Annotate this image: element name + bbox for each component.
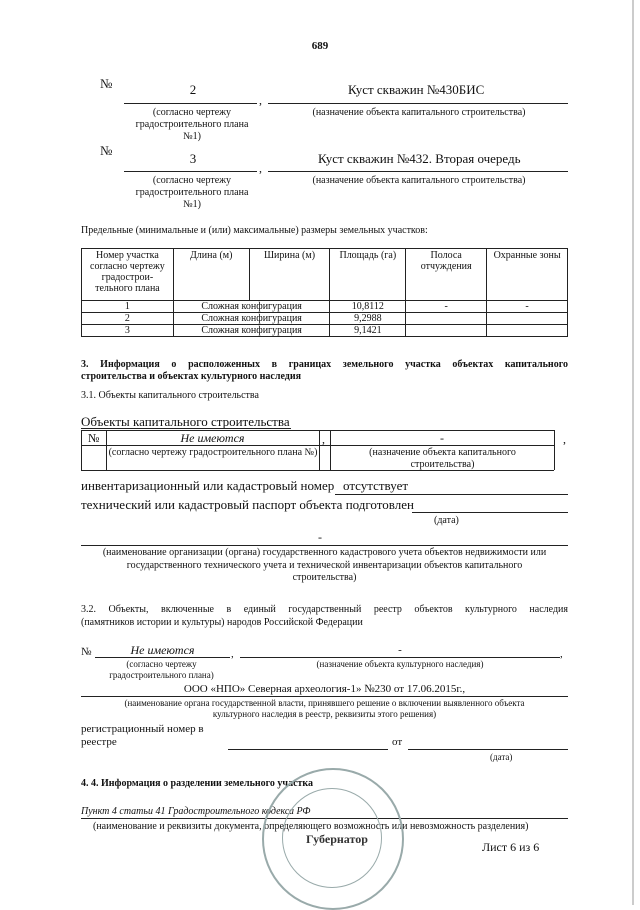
sheet-number: Лист 6 из 6 [482, 840, 540, 854]
reg-label-line1: регистрационный номер в [81, 723, 204, 735]
page-number: 689 [311, 40, 329, 52]
row-area: 10,8112 [330, 301, 406, 313]
row-area: 9,1421 [330, 325, 406, 337]
section32-title-line2: (памятников истории и культуры) народов Российской Федерации [81, 617, 363, 628]
table-row [82, 313, 568, 325]
header-number: Номер участка согласно чертежу градострои-тельного плана [82, 249, 174, 301]
entry2-number-line [124, 171, 257, 172]
entry1-caption-right: (назначение объекта капитального строительства) [312, 107, 526, 118]
row-strip: - [406, 301, 487, 313]
inventory-label: инвентаризационный или кадастровый номер [81, 478, 335, 493]
objects-dash-value: - [440, 431, 444, 445]
row-config: Сложная конфигурация [173, 313, 330, 325]
inventory-value: отсутствует [343, 478, 409, 493]
heritage-dash-value: - [398, 644, 402, 656]
sizes-table-header [82, 249, 568, 301]
entry2-no-label: № [100, 143, 113, 158]
entry1-purpose-line [268, 103, 568, 104]
entry2-caption-right: (назначение объекта капитального строительства) [312, 175, 526, 186]
passport-label: технический или кадастровый паспорт объекта подготовлен [81, 497, 414, 512]
header-strip: Полоса отчуждения [406, 249, 487, 301]
section4-title: 4. 4. Информация о разделении земельного участка [81, 778, 314, 789]
heritage-none-value: Не имеются [130, 643, 195, 657]
heritage-caption-right: (назначение объекта культурного наследия) [316, 659, 484, 669]
org-dash: - [318, 530, 322, 544]
objects-heading-underline [81, 428, 291, 429]
row-number: 2 [82, 313, 174, 325]
org-caption-line1: (наименование организации (органа) государственного кадастрового учета объектов недвижимости или [102, 547, 547, 558]
section3-title-line1: 3. Информация о расположенных в границах земельного участка объектах капитального [81, 359, 568, 370]
section31-title: 3.1. Объекты капитального строительства [81, 390, 259, 401]
org-caption-line2: государственного технического учета и технической инвентаризации объектов капитального [126, 560, 523, 571]
header-zones: Охранные зоны [487, 249, 568, 301]
reg-date-caption: (дата) [490, 752, 513, 762]
header-length: Длина (м) [173, 249, 249, 301]
sizes-heading: Предельные (минимальные и (или) максимальные) размеры земельных участков: [81, 225, 428, 236]
objects-caption-right: (назначение объекта капитального строительства) [369, 447, 516, 470]
entry2-number: 3 [189, 151, 197, 166]
objects-none-value: Не имеются [180, 431, 245, 445]
decision-caption-line1: (наименование органа государственной власти, принявшего решение о включении выявленного объекта [124, 698, 525, 708]
section4-doc-caption: (наименование и реквизиты документа, определяющего возможность или невозможность разделения) [93, 821, 529, 832]
objects-caption-left: (согласно чертежу градостроительного плана №) [108, 447, 318, 458]
entry1-number-line [124, 103, 257, 104]
objects-no-label: № [88, 431, 100, 445]
entry1-caption-left: (согласно чертежу градостроительного плана №1) [135, 107, 249, 142]
heritage-decision: ООО «НПО» Северная археология-1» №230 от 17.06.2015г., [183, 683, 466, 695]
scan-edge [632, 0, 634, 905]
heritage-no-label: № [81, 646, 92, 658]
section4-doc-ref: Пункт 4 статьи 41 Градостроительного кодекса РФ [81, 806, 311, 817]
row-number: 1 [82, 301, 174, 313]
entry1-no-label: № [100, 76, 113, 91]
entry2-caption-left: (согласно чертежу градостроительного плана №1) [135, 175, 249, 210]
entry2-purpose: Куст скважин №432. Вторая очередь [318, 151, 521, 166]
entry2-purpose-line [268, 171, 568, 172]
row-strip [406, 325, 487, 337]
table-row [82, 325, 568, 337]
heritage-caption-left: (согласно чертежу градостроительного плана) [109, 659, 214, 680]
row-number: 3 [82, 325, 174, 337]
row-zones [487, 313, 568, 325]
reg-label-line2: реестре [81, 736, 117, 748]
org-caption-line3: строительства) [292, 572, 357, 583]
decision-caption-line2: культурного наследия в реестр, реквизиты этого решения) [212, 709, 437, 719]
header-width: Ширина (м) [249, 249, 330, 301]
entry1-purpose: Куст скважин №430БИС [348, 82, 485, 97]
stamp-signature-label: Губернатор [306, 832, 368, 846]
row-area: 9,2988 [330, 313, 406, 325]
row-config: Сложная конфигурация [173, 301, 330, 313]
section32-title-line1: 3.2. Объекты, включенные в единый государственный реестр объектов культурного наследия [81, 604, 568, 615]
row-config: Сложная конфигурация [173, 325, 330, 337]
entry1-number: 2 [189, 82, 197, 97]
row-zones [487, 325, 568, 337]
table-row [82, 301, 568, 313]
header-area: Площадь (га) [330, 249, 406, 301]
section3-title-line2: строительства и объектах культурного наследия [81, 371, 302, 382]
reg-from-label: от [392, 736, 403, 748]
sizes-table [81, 248, 568, 337]
objects-heading: Объекты капитального строительства [81, 414, 290, 429]
row-zones: - [487, 301, 568, 313]
passport-date-caption: (дата) [434, 515, 459, 526]
row-strip [406, 313, 487, 325]
